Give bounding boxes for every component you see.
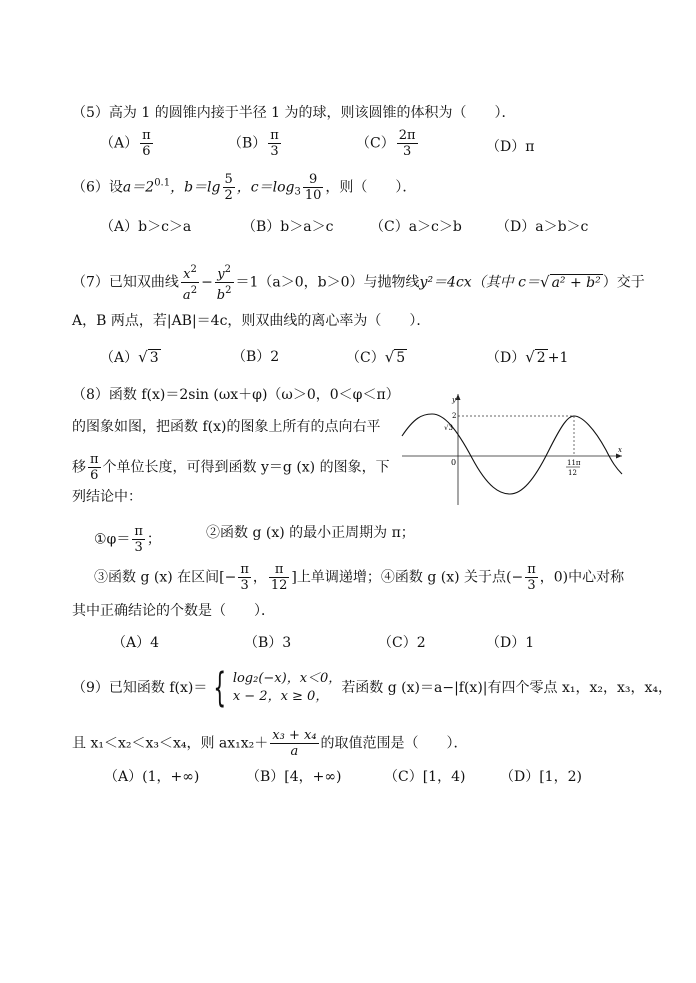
q6-option-c: （C）a＞c＞b [370,219,462,235]
q7-option-b: （B）2 [232,349,280,365]
q6-stem: （6）设$a=2^{0.1}$，b＝lg $\frac{5}{2}$ ，$c=\log_3$ $\frac{9}{10}$ ，则（ ）． [72,172,417,203]
x-mark-denominator: 12 [568,469,577,477]
q5-option-a [100,128,155,159]
q8-option-d: （D）1 [486,635,535,651]
q8-option-b: （B）3 [244,635,292,651]
q6-option-d: （D）a＞b＞c [496,219,589,235]
q6-option-b: （B）b＞a＞c [242,219,334,235]
sine-graph [396,388,628,508]
q8-line3: 移 $\frac{\pi}{6}$ 个单位长度，可得到函数 y＝g (x) 的图象，下 [72,452,390,483]
q9-stem-line2: 且 x₁＜x₂＜x₃＜x₄，则 ax₁x₂＋ $\frac{\text{x₃ + x₄}}{a}$ 的取值范围是（ ）． [72,728,468,759]
origin-label: 0 [451,458,457,467]
q8-claims-3-4: ③函数 g (x) 在区间[− $\frac{\pi}{3}$ ， $\frac{\pi}{12}$ ]上单调递增；④函数 g (x) 关于点(− $\frac{\pi}{3}$ ，0)中心对称 [94,562,625,593]
x-mark-numerator: 11π [567,459,581,467]
q9-option-d: （D）[1，2) [500,769,582,785]
option-label: （C） [356,135,395,152]
q5-option-c [356,128,420,159]
fraction: $\frac{\pi}{6}$ [142,128,151,159]
q7-stem-line2: A，B 两点，若|AB|＝4c，则双曲线的离心率为（ ）． [72,313,431,329]
q5-option-b [228,128,283,159]
y-axis-arrow [456,394,461,400]
q7-option-a: （A）√ 3 [100,348,159,366]
x-axis-label: x [618,446,622,454]
y-axis-label: y [452,396,456,404]
y-max-label: 2 [452,412,457,420]
q8-line4: 列结论中： [72,489,142,505]
x-axis-arrow [616,454,622,459]
sine-curve [402,414,622,494]
q9-option-b: （B）[4，+∞) [246,769,342,785]
q8-claim-2: ②函数 g (x) 的最小正周期为 π； [206,525,415,541]
q8-option-c: （C）2 [378,635,426,651]
fraction: $\frac{2\pi}{3}$ [398,128,416,159]
piecewise-brace: { [213,665,227,711]
q7-stem-line1: （7）已知双曲线 $\frac{x^2}{a^2}$ − $\frac{y^2}{b^2}$ ＝1（a＞0，b＞0）与抛物线y²＝4cx（其中 c＝√ a² + b² ）交于 [72,264,645,303]
q5-stem: （5）高为 1 的圆锥内接于半径 1 为的球，则该圆锥的体积为（ ）． [72,105,516,121]
q9-option-c: （C）[1，4) [384,769,466,785]
q8-line1: （8）函数 f(x)＝2sin (ωx＋φ)（ω＞0，0＜φ＜π） [72,387,400,403]
y-intercept-label: √3 [444,424,453,432]
option-label: （B） [228,135,267,152]
fraction: $\frac{\pi}{3}$ [270,128,279,159]
option-label: （A） [100,135,139,152]
q9-stem-line1: （9）已知函数 f(x)＝ { log₂(−x)，x＜0， x − 2，x ≥ 0， 若函数 g (x)＝a−|f(x)|有四个零点 x₁，x₂，x₃，x₄， [72,665,672,711]
option-label: （D） [486,139,526,155]
q8-line2: 的图象如图，把函数 f(x)的图象上所有的点向右平 [72,419,381,435]
q7-option-c: （C）√ 5 [346,348,406,366]
piecewise-cases: log₂(−x)，x＜0， x − 2，x ≥ 0， [232,671,342,704]
q7-option-d: （D）√ 2 +1 [486,348,569,366]
q8-claim-1: ①φ＝ $\frac{\pi}{3}$ ； [94,524,161,555]
q8-ask: 其中正确结论的个数是（ ）． [72,603,275,619]
q8-option-a: （A）4 [112,635,160,651]
q5-option-d: （D）π [486,139,535,155]
q6-option-a: （A）b＞c＞a [100,219,192,235]
q9-option-a: （A）(1，+∞) [104,769,200,785]
